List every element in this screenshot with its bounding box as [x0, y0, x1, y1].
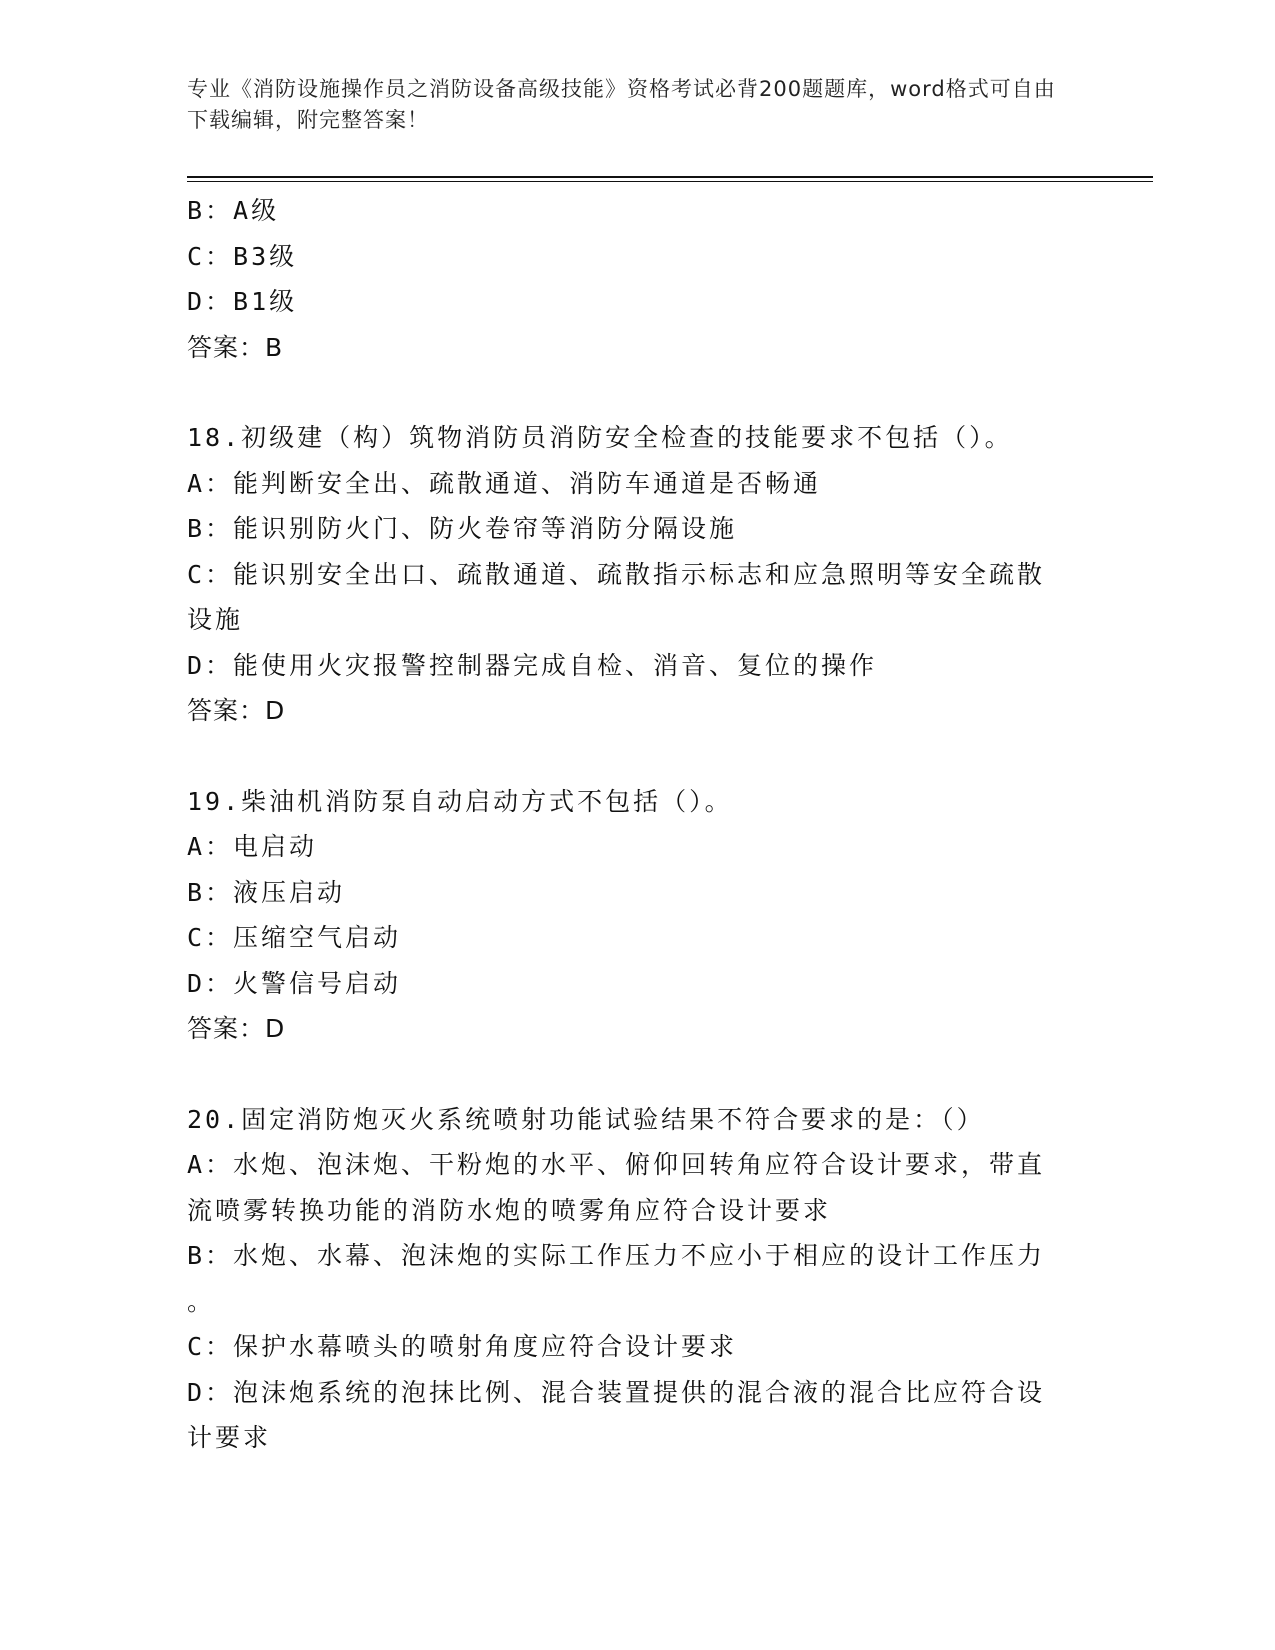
answer: 答案：D [187, 1014, 286, 1043]
option-b: B：能识别防火门、防火卷帘等消防分隔设施 [187, 514, 738, 543]
option-c-line-1: C：能识别安全出口、疏散通道、疏散指示标志和应急照明等安全疏散 [187, 559, 1046, 589]
option-d: D：B1级 [187, 287, 298, 316]
option-b: B：A级 [187, 196, 280, 225]
option-b: B：液压启动 [187, 877, 346, 907]
option-a-line-2: 流喷雾转换功能的消防水炮的喷雾角应符合设计要求 [187, 1195, 832, 1225]
option-a: A：电启动 [187, 832, 318, 861]
answer: 答案：B [187, 332, 284, 362]
question-20 [187, 1097, 1067, 1461]
document-header: 专业《消防设施操作员之消防设备高级技能》资格考试必背200题题库，word格式可自由下载编辑，附完整答案！ [187, 77, 1056, 132]
option-a-line-1: A：水炮、泡沫炮、干粉炮的水平、俯仰回转角应符合设计要求，带直 [187, 1150, 1046, 1179]
option-c: C：B3级 [187, 241, 298, 271]
option-c: C：保护水幕喷头的喷射角度应符合设计要求 [187, 1332, 738, 1361]
option-b-line-1: B：水炮、水幕、泡沫炮的实际工作压力不应小于相应的设计工作压力 [187, 1241, 1046, 1270]
option-b-line-2: 。 [187, 1286, 216, 1316]
header-rule-thick [187, 176, 1153, 178]
question-stem: 19.柴油机消防泵自动启动方式不包括（）。 [187, 786, 733, 816]
option-d-line-2: 计要求 [187, 1423, 272, 1452]
question-stem: 18.初级建（构）筑物消防员消防安全检查的技能要求不包括（）。 [187, 423, 1013, 452]
option-d: D：能使用火灾报警控制器完成自检、消音、复位的操作 [187, 650, 878, 680]
option-a: A：能判断安全出、疏散通道、消防车通道是否畅通 [187, 468, 822, 498]
option-c: C：压缩空气启动 [187, 923, 402, 952]
option-d-line-1: D：泡沫炮系统的泡抹比例、混合装置提供的混合液的混合比应符合设 [187, 1377, 1046, 1407]
question-17 [187, 188, 1067, 370]
option-d: D：火警信号启动 [187, 968, 402, 998]
question-stem: 20.固定消防炮灭火系统喷射功能试验结果不符合要求的是：（） [187, 1104, 985, 1134]
option-c-line-2: 设施 [187, 605, 244, 634]
header-rule-thin [187, 181, 1153, 182]
answer: 答案：D [187, 696, 286, 725]
question-19 [187, 779, 1067, 1052]
question-18 [187, 415, 1067, 734]
question-list [187, 188, 1067, 1461]
